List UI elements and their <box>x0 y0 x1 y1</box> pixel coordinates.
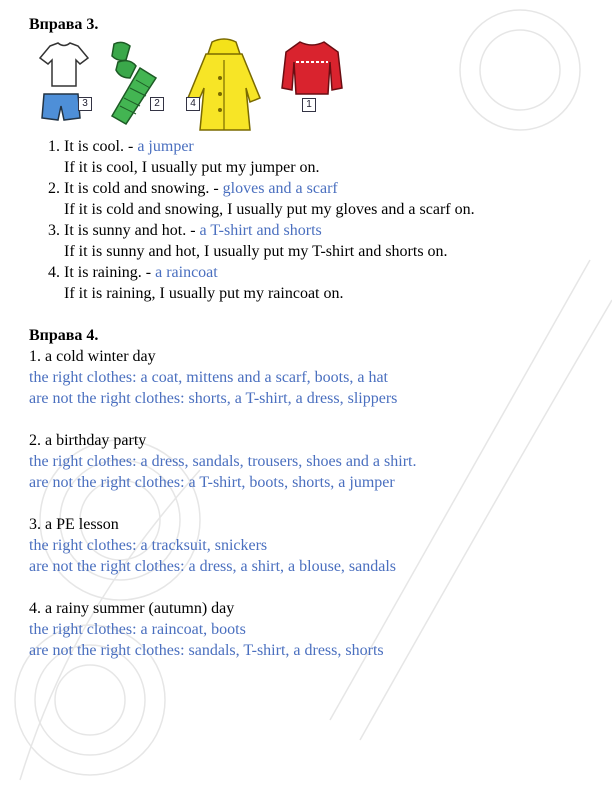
right-clothes: the right clothes: a raincoat, boots <box>29 621 246 638</box>
situation-block <box>29 598 599 661</box>
situation-heading: 3. a PE lesson <box>29 516 119 533</box>
list-item <box>64 262 612 304</box>
answer: a jumper <box>137 138 194 155</box>
raincoat-picture <box>184 38 264 134</box>
list-item <box>64 178 612 220</box>
question: It is cold and snowing. - <box>64 180 223 197</box>
picture-label-4: 1 <box>302 98 316 112</box>
picture-label-1: 3 <box>78 97 92 111</box>
picture-label-2: 2 <box>150 97 164 111</box>
answer: a raincoat <box>155 264 218 281</box>
gloves-scarf-picture <box>100 38 164 130</box>
tshirt-shorts-picture <box>34 38 94 128</box>
picture-label-3: 4 <box>186 97 200 111</box>
wrong-clothes: are not the right clothes: a T-shirt, boots, shorts, a jumper <box>29 474 395 491</box>
situation-block <box>29 430 599 493</box>
wrong-clothes: are not the right clothes: a dress, a shirt, a blouse, sandals <box>29 558 397 575</box>
list-item <box>64 136 612 178</box>
clothes-pictures <box>34 38 354 134</box>
situation-block <box>29 514 599 577</box>
sentence: If it is sunny and hot, I usually put my T-shirt and shorts on. <box>64 243 448 260</box>
question: It is raining. - <box>64 264 156 281</box>
answer: gloves and a scarf <box>222 180 338 197</box>
answer: a T-shirt and shorts <box>199 222 322 239</box>
question: It is cool. - <box>64 138 138 155</box>
question: It is sunny and hot. - <box>64 222 200 239</box>
wrong-clothes: are not the right clothes: sandals, T-shirt, a dress, shorts <box>29 642 384 659</box>
sentence: If it is cool, I usually put my jumper on. <box>64 159 320 176</box>
sentence: If it is cold and snowing, I usually put my gloves and a scarf on. <box>64 201 475 218</box>
situation-heading: 1. a cold winter day <box>29 348 156 365</box>
exercise-3-answers <box>28 136 612 304</box>
list-item <box>64 220 612 262</box>
wrong-clothes: are not the right clothes: shorts, a T-shirt, a dress, slippers <box>29 390 398 407</box>
sentence: If it is raining, I usually put my raincoat on. <box>64 285 344 302</box>
exercise-3-title: Вправа 3. <box>29 16 99 33</box>
jumper-picture <box>280 38 344 102</box>
exercise-4-title: Вправа 4. <box>29 327 99 344</box>
right-clothes: the right clothes: a dress, sandals, trousers, shoes and a shirt. <box>29 453 417 470</box>
situation-block <box>29 346 599 409</box>
situation-heading: 4. a rainy summer (autumn) day <box>29 600 235 617</box>
right-clothes: the right clothes: a coat, mittens and a scarf, boots, a hat <box>29 369 388 386</box>
situation-heading: 2. a birthday party <box>29 432 147 449</box>
exercise-4 <box>29 325 599 661</box>
right-clothes: the right clothes: a tracksuit, snickers <box>29 537 268 554</box>
